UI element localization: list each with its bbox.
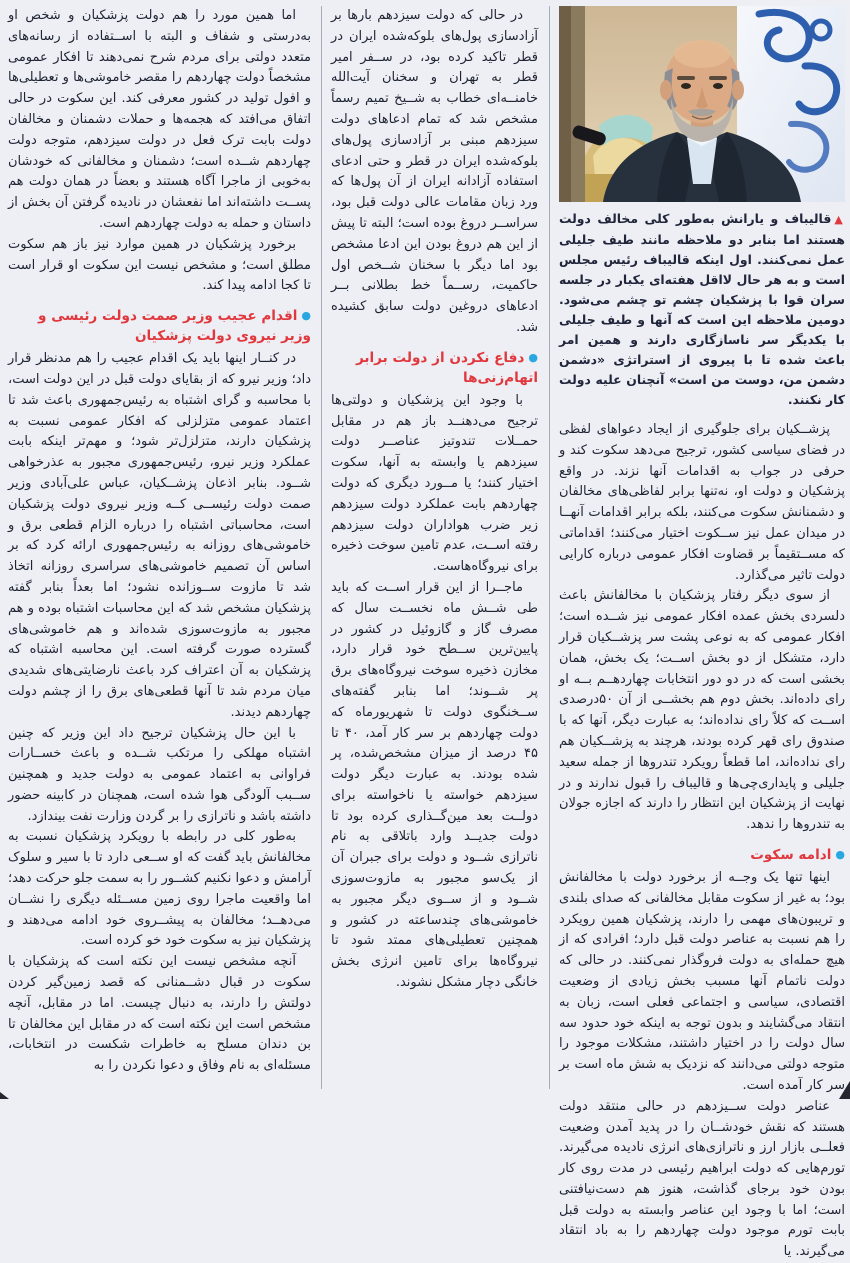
section-heading-edame-sokout (559, 845, 845, 865)
paragraph: در کنــار اینها باید یک اقدام عجیب را هم مدنظر قرار داد؛ وزیر نیرو که از بقایای دولت قبل در این دولت است، با محاسبه و گرای اشتباه به رئیس‌جمهوری باعث شد تا اعتماد عمومی متزلزلی که افکار عمومی نسبت به پزشکیان دارند، متزلزل‌تر شود؛ و مهم‌تر اینکه بابت عملکرد وزیر نیرو، رئیس‌جمهوری مجبور به عذرخواهی شــود. بنابر اذعان پزشــکیان، عباس علی‌آبادی وزیر صمت دولت رئیســی کــه وزیر نیروی دولت پزشکیان است، محاسباتی اشتباه را درباره الزام قطعی برق و خاموشی‌های روزانه به رئیس‌جمهوری ارائه کرد که بر اساس آن تصمیم خاموشی‌های سراسری روزانه اتخاذ شد تا مازوت ســوزانده نشود؛ اما بعداً بنابر گفته پزشکیان مشخص شد که این محاسبات اشتباه بوده و هم مجبور به مازوت‌سوزی شده‌اند و هم خاموشی‌های گسترده صورت گرفته است. این محاسبه اشتباه که پزشکیان به آن اعتراف کرد باعث نارضایتی‌های شدیدی میان مردم شد تا آنها قطعی‌های برق را از چشم دولت چهاردهم دیدند. (8, 351, 311, 720)
caption-arrow-icon: ▲ (834, 213, 845, 226)
paragraph: با وجود این پزشکیان و دولتی‌ها ترجیح می‌دهنــد باز هم در مقابل حمــلات تندوتیز عناصــر دولت سیزدهم یا وابسته به آنها، سکوت اختیار کنند؛ یا مــورد دیگری که دولت چهاردهم بابت عملکرد دولت سیزدهم زیر ضرب هواداران دولت سیزدهم رفته اســت، عدم تامین سوخت ذخیره برای نیروگاه‌هاست. (331, 392, 538, 575)
column-divider (321, 6, 322, 1089)
section-heading-text: ادامه سکوت (750, 846, 832, 863)
paragraph: آنچه مشخص نیست این نکته است که پزشکیان با سکوت در قبال دشــمنانی که قصد زمین‌گیر کردن دولتش را دارند، به دنبال چیست. اما در مقابل، آنچه مشخص است این نکته است که در مقابل این مخالفان تا بن دندان مسلح به خاطرات شکست در انتخابات، مسئله‌ای به نام وفاق و دعوا نکردن را به (8, 954, 311, 1074)
paragraph: اما همین مورد را هم دولت پزشکیان و شخص او به‌درستی و شفاف و البته با اســتفاده از رسانه‌های متعدد دولتی برای مردم شرح نمی‌دهند تا افکار عمومی مشخصاً دولت چهاردهم را مقصر خاموشی‌ها و تعطیلی‌ها و افول تولید در کشور معرفی کند. این سکوت در حالی اتفاق می‌افتد که هجمه‌ها و حملات دشمنان و مخالفان دولت بابت ترک فعل در دولت سیزدهم، متوجه دولت چهاردهم شــده است؛ دشمنان و مخالفانی که خودشان به‌خوبی از ماجرا آگاه هستند و بعضاً در همان دولت هم پســت داشته‌اند اما نفعشان در نادیده گرفتن آن بخش از داستان و حمله به دولت چهاردهم است. (8, 8, 311, 231)
column-left (8, 6, 311, 1077)
paragraph: عناصر دولت ســیزدهم در حالی منتقد دولت هستند که نقش خودشــان را در پدید آمدن وضعیت فعلــی بازار ارز و ناترازی‌های انرژی نادیده می‌گیرند. تورم‌هایی که دولت ابراهیم رئیسی در مدت روی کار بودن خود برجای گذاشت، هنوز هم دست‌نیافتنی است؛ اما با وجود این عناصر وابسته به دولت قبل بابت تورم موجود دولت چهاردهم را به باد انتقاد می‌گیرند. یا (559, 1098, 845, 1260)
column-middle (331, 6, 538, 994)
column-right (559, 6, 845, 1263)
paragraph: به‌طور کلی در رابطه با رویکرد پزشکیان نسبت به مخالفانش باید گفت که او ســعی دارد تا با سیر و سلوک آرامش و دعوا نکنیم کشــور را به سمت جلو حرکت دهد؛ اما واقعیت ماجرا روی زمین مســئله دیگری را نشــان می‌دهــد؛ مخالفان به پیشــروی خود ادامه می‌دهند و پزشکیان نیز به سکوت خود خو کرده است. (8, 829, 311, 949)
section-heading-eghdam-ajib (8, 306, 311, 346)
paragraph: در حالی که دولت سیزدهم بارها بر آزادسازی پول‌های بلوکه‌شده ایران در قطر تاکید کرده بود، در ســفر امیر قطر به تهران و سخنان آیت‌الله خامنــه‌ای خطاب به شــیخ تمیم رسماً مشخص شد که تمام ادعاهای دولت سیزدهم مبنی بر آزادسازی پول‌های بلوکه‌شده ایران در قطر و حتی ادعای استفاده آزادانه ایران از آن پول‌ها که ورد زبان مقامات عالی دولت قبل بود، سراســر دروغ بوده است؛ البته تا پیش از این هم دروغ بودن این ادعا مشخص بود اما دیگر با سخنان شــخص اول حاکمیت، رســماً خط بطلانی بــر ادعاهای دروغین دولت سابق کشیده شد. (331, 8, 538, 335)
page-corner-wedge-right (839, 1081, 850, 1099)
paragraph: ماجــرا از این قرار اســت که باید طی شــش ماه نخســت سال که مصرف گاز و گازوئیل در کشور در پایین‌ترین ســطح خود قرار دارد، مخازن ذخیره سوخت نیروگاه‌های برق پر شــوند؛ اما بنابر گفته‌های ســخنگوی دولت تا شهریورماه که دولت چهاردهم بر سر کار آمد، ۴۰ تا ۴۵ درصد از میزان مشخص‌شده، پر شده بودند. به عبارت دیگر دولت سیزدهم خواسته یا ناخواسته برای دولــت بعد مین‌گــذاری کرده بود تا دولت جدیــد وارد باتلاقی به نام ناترازی شــود و دولت برای جبران آن از یک‌سو مجبور به مازوت‌سوزی شــود و از ســوی دیگر مجبور به خاموشی‌های چندساعته در کشور و همچنین تعطیلی‌های ممتد شود تا نیروگاه‌ها برای تامین انرژی بخش خانگی دچار مشکل نشوند. (331, 579, 539, 991)
article-photo (559, 6, 845, 202)
paragraph: پزشــکیان برای جلوگیری از ایجاد دعواهای لفظی در فضای سیاسی کشور، ترجیح می‌دهد سکوت کند و حرفی در جواب به اقدامات آنها نزند. در واقع پزشکیان و دولت او، نه‌تنها برابر لفاظی‌های مخالفان و دشمنانش سکوت می‌کنند، بلکه برابر اقدامات آنهــا در میدان عمل نیز ســکوت اختیار می‌کنند؛ اقداماتی که مســتقیماً بر قضاوت افکار عمومی درباره کارایی دولت تاثیر می‌گذارد. (559, 422, 845, 583)
section-heading-text: اقدام عجیب وزیر صمت دولت رئیسی و وزیر نیروی دولت پزشکیان (38, 308, 311, 345)
ghalibaf-photo-illustration (559, 6, 845, 202)
paragraph: برخورد پزشکیان در همین موارد نیز باز هم سکوت مطلق است؛ و مشخص نیست این سکوت او قرار است تا کجا ادامه پیدا کند. (8, 236, 311, 294)
page-corner-wedge-left (0, 1092, 9, 1099)
paragraph: از سوی دیگر رفتار پزشکیان با مخالفانش باعث دلسردی بخش عمده افکار عمومی نیز شــده است؛ افکار عمومی که به نوعی پشت سر پزشــکیان قرار دارد، متشکل از دو بخش اســت؛ یک بخش، همان بخشی است که در دو دور انتخابات چهاردهــم بــه او رای داده‌اند. بخش دوم هم بخشــی از آن ۵۰درصدی اســت که کلاً رای نداده‌اند؛ به عبارت دیگر، آنها که با صندوق رای قهر کرده بودند، هرچند به پزشــکیان هم رای نداده‌اند، اما قطعاً رویکرد تندروها از جمله سعید جلیلی و پایداری‌چی‌ها و قالیباف را قبول ندارند و در نهایت از پزشکیان این انتظار را دارند که اجازه جولان به تندروها را ندهد. (559, 588, 845, 833)
paragraph: اینها تنها یک وجــه از برخورد دولت با مخالفانش بود؛ به غیر از سکوت مقابل مخالفانی که صدای بلندی و تریبون‌های مهمی را دارند، پزشکیان همین رویکرد را هم نسبت به عناصر دولت قبل دارد؛ افرادی که از هیچ حمله‌ای به دولت فروگذار نمی‌کنند. در حالی که دولت ناتمام آنها مسبب بخش زیادی از وضعیت اقتصادی، سیاسی و اجتماعی فعلی است، زبان به انتقاد می‌گشایند و بدون توجه به اینکه خود حدود سه سال دولت را در اختیار داشتند، مشکلات موجود را متوجه دولتی می‌دانند که نزدیک به شش ماه است بر سر کار آمده است. (559, 869, 845, 1093)
column-divider (549, 6, 550, 1089)
photo-caption-text: قالیباف و یارانش به‌طور کلی مخالف دولت هستند اما بنابر دو ملاحظه مانند طیف جلیلی عمل نمی‌کنند. اول اینکه قالیباف رئیس مجلس است و به هر حال لااقل هفته‌ای یکبار در جلسه سران قوا با پزشکیان چشم تو چشم می‌شود. دومین ملاحظه این است که آنها و طیف جلیلی با یکدیگر سر ناسازگاری دارند و همین امر باعث شده تا با پیروی از استراتژی «دشمن دشمن من، دوست من است» آنچنان علیه دولت کار نکنند. (559, 211, 845, 407)
section-heading-defa-nakardan (331, 348, 538, 388)
bullet-icon: ● (528, 350, 538, 364)
bullet-icon: ● (301, 309, 311, 323)
bullet-icon: ● (835, 847, 845, 861)
section-heading-text: دفاع نکردن از دولت برابر اتهام‌زنی‌ها (355, 349, 538, 386)
photo-caption (559, 209, 845, 410)
paragraph: با این حال پزشکیان ترجیح داد این وزیر که چنین اشتباه مهلکی را مرتکب شــده و باعث خســارات فراوانی به اعتماد عمومی به دولت جدید و همچنین ســبب آلودگی هوا شده است، همچنان در کابینه حضور داشته باشد و ناترازی را بر گردن وزارت نفت بیندازد. (8, 725, 311, 824)
